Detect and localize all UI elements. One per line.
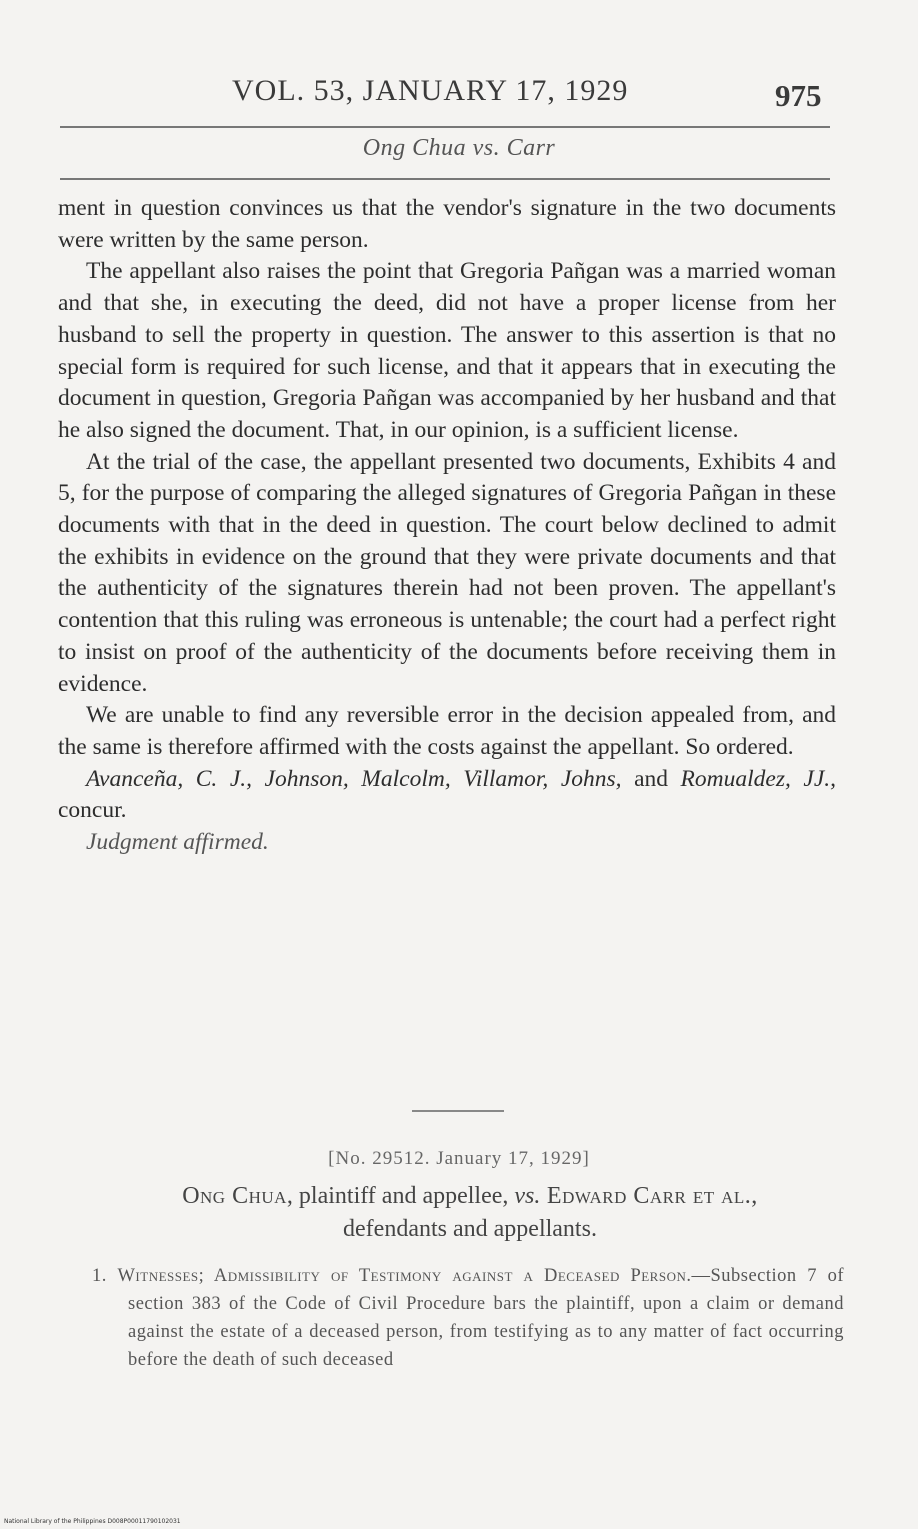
page-number: 975 (775, 78, 822, 113)
paragraph-decision: We are unable to find any reversible error in the decision appealed from, and the same is therefore affirmed with the costs against the appellant. So ordered. (58, 702, 836, 760)
defendant-name: Edward Carr et al., (540, 1183, 758, 1209)
syllabus-number: 1. (92, 1266, 107, 1286)
concur-and: and (621, 765, 681, 792)
case-separator-rule (412, 1110, 504, 1112)
versus: vs. (514, 1183, 541, 1209)
plaintiff-role: , plaintiff and appellee, (286, 1183, 515, 1209)
defendant-role: defendants and appellants. (343, 1216, 597, 1242)
concurring-justices-2: Romualdez, JJ., (680, 765, 836, 792)
paragraph-continuation: ment in question convinces us that the vendor's signature in the two documents were written by the same person. (58, 195, 836, 253)
judgment-line: Judgment affirmed. (86, 829, 269, 856)
concur-tail: concur. (58, 797, 127, 824)
syllabus-text: —Subsection 7 of section 383 of the Code of Civil Procedure bars the plaintiff, upon a claim or demand against the estate of a deceased person, from testifying as to any matter of fact occurring before the death of such deceased (128, 1266, 845, 1370)
concurring-justices: Avanceña, C. J., Johnson, Malcolm, Villamor, Johns, (86, 765, 622, 792)
syllabus-heading: Witnesses; Admissibility of Testimony against a Deceased Person. (117, 1266, 692, 1286)
header-rule-bottom (60, 178, 830, 180)
concurrence-line (58, 764, 836, 827)
syllabus-item (92, 1262, 844, 1374)
syllabus (92, 1262, 844, 1374)
running-head: VOL. 53, JANUARY 17, 1929 (232, 74, 629, 107)
case-parties (90, 1180, 850, 1246)
paragraph-exhibits: At the trial of the case, the appellant presented two documents, Exhibits 4 and 5, for the purpose of comparing the alleged signatures of Gregoria Pañgan in these documents with that in the deed in question. The court below declined to admit the exhibits in evidence on the ground that they were private documents and that the authenticity of the signatures therein had not been proven. The appellant's contention that this ruling was erroneous is untenable; the court had a perfect right to insist on proof of the authenticity of the documents before receiving them in evidence. (58, 448, 836, 697)
paragraph-license: The appellant also raises the point that Gregoria Pañgan was a married woman and that she, in executing the deed, did not have a proper license from her husband to sell the property in question. The answer to this assertion is that no special form is required for such license, and that it appears that in executing the document in question, Gregoria Pañgan was accompanied by her husband and that he also signed the document. That, in our opinion, is a sufficient license. (58, 258, 836, 443)
case-caption: Ong Chua vs. Carr (362, 135, 556, 161)
footer-watermark: National Library of the Philippines D008P00011790102031 (4, 1518, 181, 1525)
plaintiff-name: Ong Chua (182, 1183, 287, 1209)
docket-number: [No. 29512. January 17, 1929] (328, 1148, 590, 1169)
header-rule-top (60, 126, 830, 128)
opinion-body (58, 193, 836, 859)
